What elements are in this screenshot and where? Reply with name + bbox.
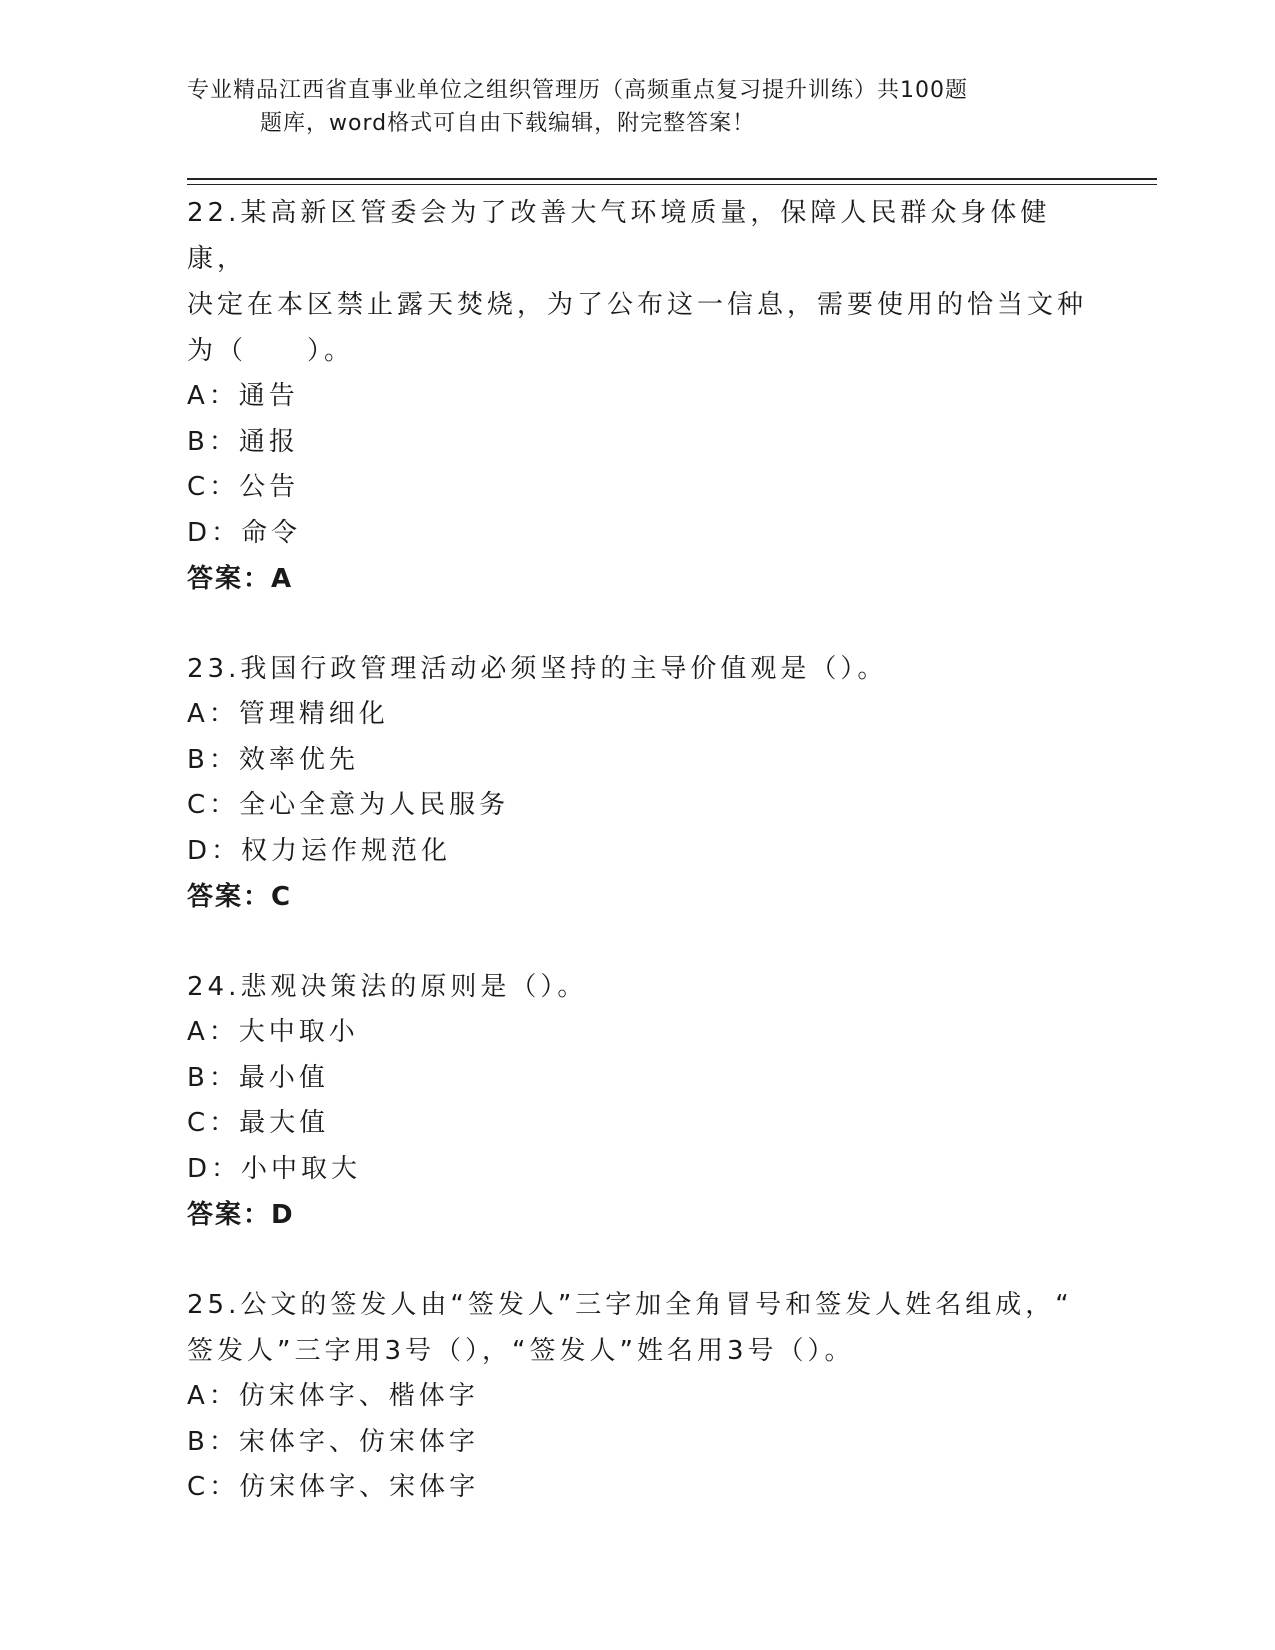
question-list	[187, 190, 1087, 1511]
question-spacer	[187, 602, 1087, 646]
option-c: C：仿宋体字、宋体字	[187, 1472, 480, 1502]
option-d: D：命令	[187, 517, 302, 548]
question-block	[187, 964, 1087, 1238]
option-b: B：通报	[187, 426, 299, 457]
option-c: C：全心全意为人民服务	[187, 790, 510, 820]
question-block	[187, 1282, 1087, 1511]
question-stem-line: 23.我国行政管理活动必须坚持的主导价值观是（）。	[187, 654, 888, 684]
document-header	[187, 74, 1087, 140]
question-stem	[187, 190, 1087, 374]
question-stem	[187, 1282, 1087, 1374]
option-a: A：大中取小	[187, 1017, 359, 1047]
option-c: C：最大值	[187, 1108, 330, 1138]
question-stem-line: 签发人”三字用3号（），“签发人”姓名用3号（）。	[187, 1336, 855, 1366]
question-stem	[187, 646, 1087, 692]
option-d: D：权力运作规范化	[187, 835, 452, 866]
question-stem-line: 22.某高新区管委会为了改善大气环境质量，保障人民群众身体健康，	[187, 198, 1051, 274]
option-b: B：宋体字、仿宋体字	[187, 1426, 479, 1457]
option-a: A：通告	[187, 381, 299, 411]
option-c: C：公告	[187, 472, 300, 502]
option-a: A：管理精细化	[187, 699, 389, 729]
question-stem	[187, 964, 1087, 1010]
question-stem-line: 为（ ）。	[187, 336, 355, 366]
question-stem-line: 25.公文的签发人由“签发人”三字加全角冒号和签发人姓名组成，“	[187, 1290, 1073, 1320]
option-b: B：效率优先	[187, 744, 359, 775]
answer-line: 答案：A	[187, 564, 294, 594]
header-divider-thin	[187, 184, 1157, 185]
answer-line: 答案：C	[187, 882, 293, 912]
question-block	[187, 190, 1087, 602]
question-block	[187, 646, 1087, 920]
header-line-2: 题库，word格式可自由下载编辑，附完整答案！	[260, 111, 756, 136]
option-a: A：仿宋体字、楷体字	[187, 1381, 479, 1411]
question-stem-line: 决定在本区禁止露天焚烧，为了公布这一信息，需要使用的恰当文种	[187, 290, 1088, 320]
question-spacer	[187, 1238, 1087, 1282]
header-line-1: 专业精品江西省直事业单位之组织管理历（高频重点复习提升训练）共100题	[187, 78, 968, 103]
option-b: B：最小值	[187, 1062, 329, 1093]
option-d: D：小中取大	[187, 1153, 362, 1184]
question-stem-line: 24.悲观决策法的原则是（）。	[187, 972, 588, 1002]
answer-line: 答案：D	[187, 1200, 295, 1230]
header-divider	[187, 178, 1157, 180]
question-spacer	[187, 920, 1087, 964]
